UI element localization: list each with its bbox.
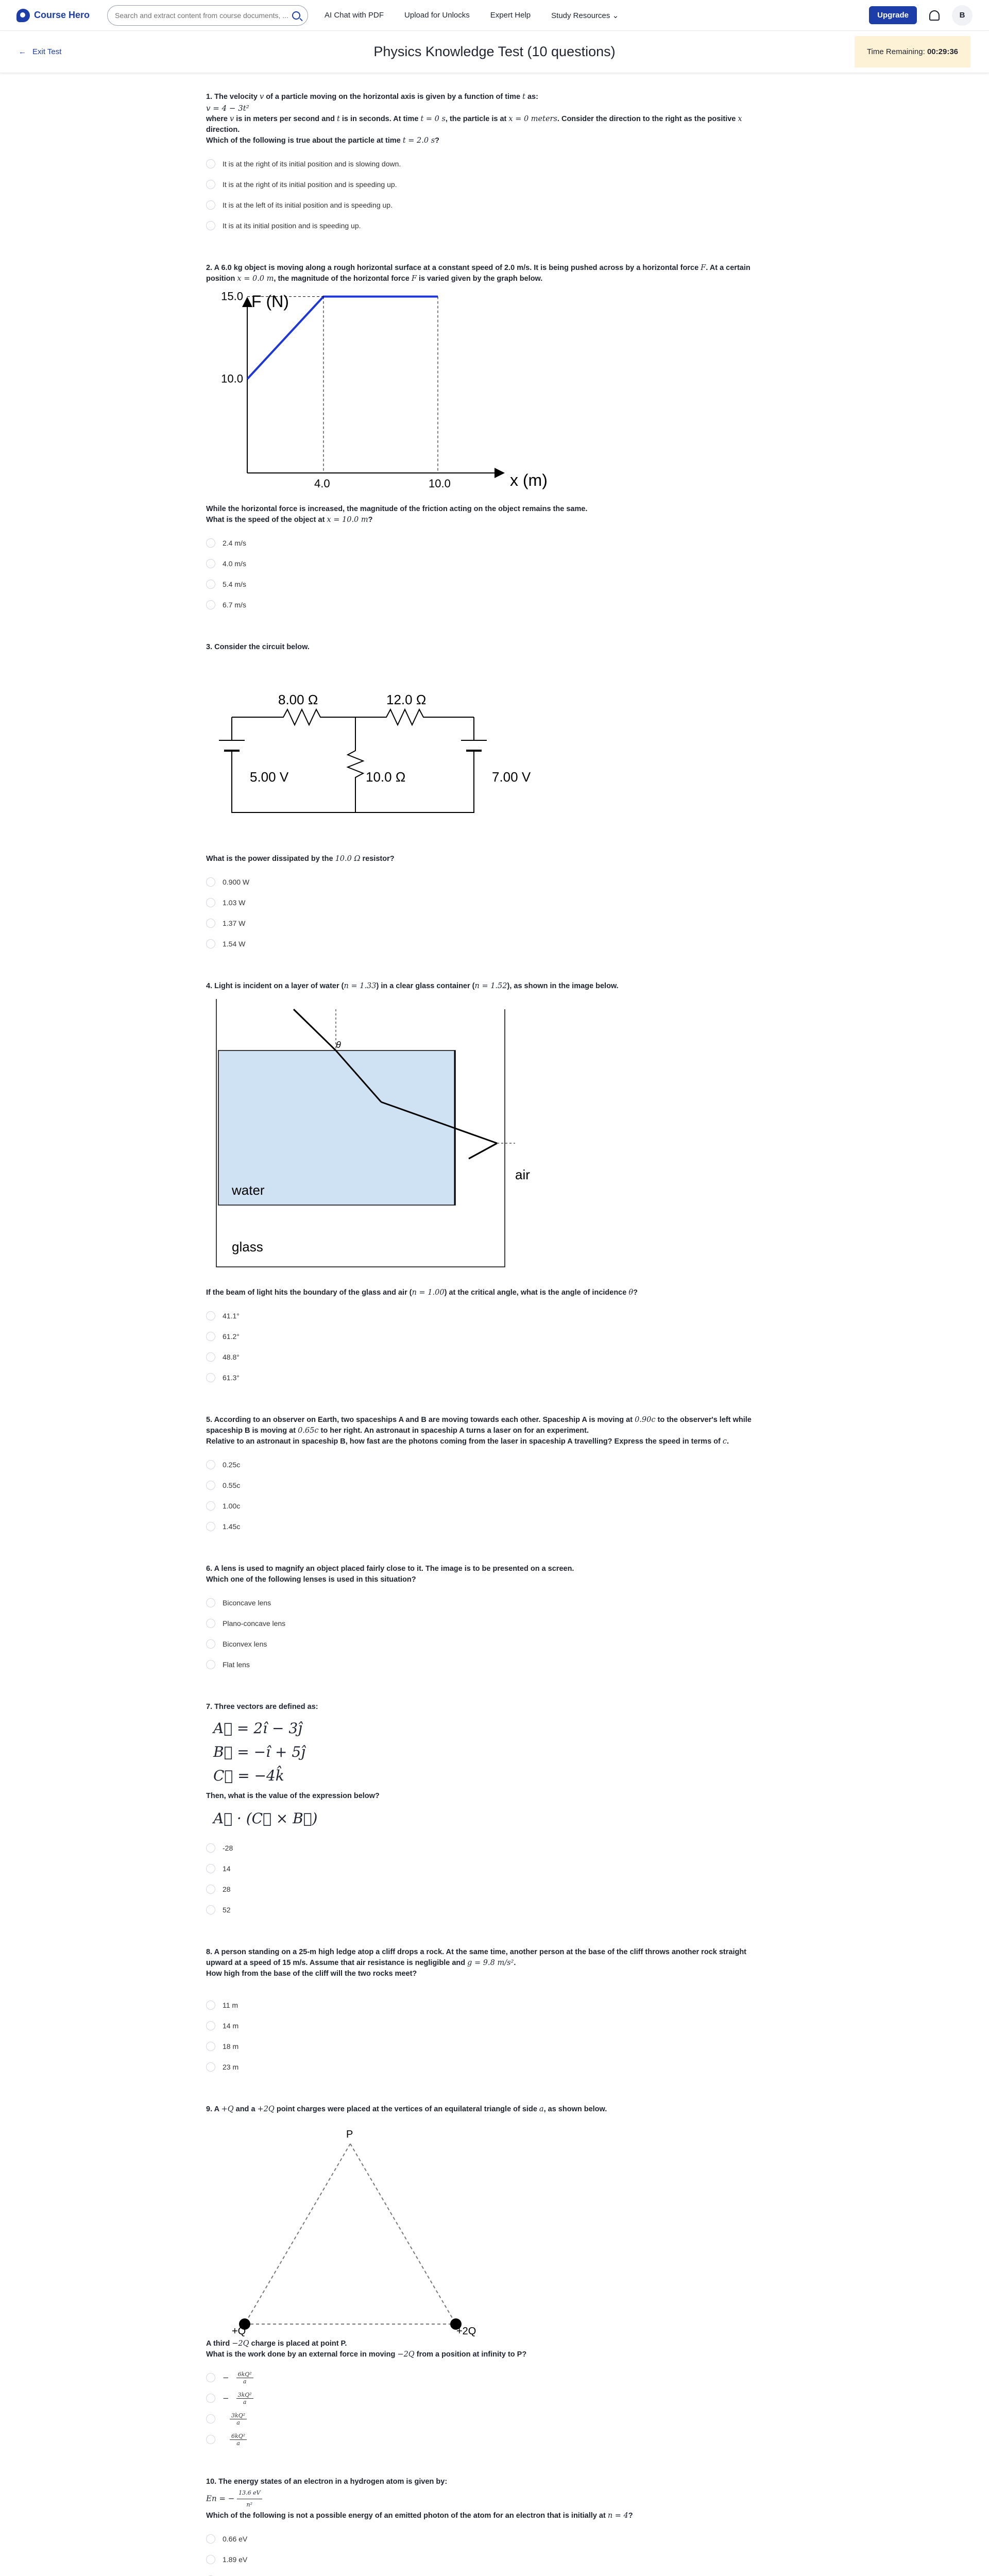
q1-option-b[interactable]: It is at the right of its initial position and is speeding up. [206, 174, 783, 195]
theta-label: θ [336, 1040, 341, 1050]
radio-button[interactable] [206, 2534, 215, 2544]
q10-stem: 10. The energy states of an electron in a hydrogen atom is given by: [206, 2478, 448, 2486]
radio-button[interactable] [206, 919, 215, 928]
search-input[interactable] [115, 11, 292, 20]
timer-label: Time Remaining: [866, 47, 925, 56]
r3-label: 10.0 Ω [366, 769, 406, 785]
q9-question: A third −2Q charge is placed at point P. What is the work done by an external force in moving −2Q from a position at infinity to P? [206, 2340, 527, 2359]
radio-button[interactable] [206, 180, 215, 189]
q5-options [206, 1454, 783, 1537]
air-label: air [515, 1167, 530, 1182]
arrow-left-icon: ← [19, 47, 26, 56]
radio-button[interactable] [206, 2394, 215, 2403]
y-tick-label: 15.0 [221, 290, 243, 303]
logo-text: Course Hero [34, 10, 90, 20]
radio-button[interactable] [206, 1501, 215, 1511]
q1-options [206, 154, 783, 236]
radio-button[interactable] [206, 1639, 215, 1649]
q5-option-a[interactable]: 0.25c [206, 1454, 783, 1475]
q1-option-c[interactable]: It is at the left of its initial position and is speeding up. [206, 195, 783, 215]
incident-ray [294, 1009, 336, 1050]
q2-option-c[interactable]: 5.4 m/s [206, 574, 783, 595]
q3-options [206, 872, 783, 954]
top-nav [0, 0, 989, 31]
force-graph [206, 287, 548, 490]
r2-label: 12.0 Ω [386, 692, 427, 707]
top-wire [232, 709, 474, 725]
q6-option-d[interactable]: Flat lens [206, 1654, 783, 1675]
r1-label: 8.00 Ω [278, 692, 318, 707]
q4-option-d[interactable]: 61.3° [206, 1367, 783, 1388]
question-3 [206, 642, 783, 954]
test-header [0, 31, 989, 73]
q1-equation: v = 4 − 3t² [206, 104, 249, 113]
q3-option-b[interactable]: 1.03 W [206, 892, 783, 913]
radio-button[interactable] [206, 2435, 215, 2444]
q2-option-b[interactable]: 4.0 m/s [206, 553, 783, 574]
q1-option-d[interactable]: It is at its initial position and is speeding up. [206, 215, 783, 236]
q7-options [206, 1838, 783, 1920]
radio-button[interactable] [206, 939, 215, 948]
page-title: Physics Knowledge Test (10 questions) [373, 44, 616, 59]
search-icon[interactable] [292, 11, 300, 20]
q10-option-c[interactable] [206, 2570, 783, 2576]
radio-button[interactable] [206, 1885, 215, 1894]
q7-question: Then, what is the value of the expression below? [206, 1792, 380, 1800]
radio-button[interactable] [206, 1460, 215, 1469]
q5-option-d[interactable]: 1.45c [206, 1516, 783, 1537]
q6-options [206, 1592, 783, 1675]
exit-test-button[interactable] [19, 47, 61, 56]
nav-study-resources[interactable] [551, 11, 619, 20]
q3-option-a[interactable]: 0.900 W [206, 872, 783, 892]
question-5 [206, 1415, 783, 1537]
q5-option-c[interactable]: 1.00c [206, 1496, 783, 1516]
q6-option-a[interactable]: Biconcave lens [206, 1592, 783, 1613]
vector-b-eq: B⃗ = −î + 5ĵ [213, 1743, 305, 1760]
radio-button[interactable] [206, 221, 215, 230]
avatar[interactable]: B [952, 5, 973, 26]
water-label: water [232, 1182, 265, 1198]
question-1 [206, 92, 783, 236]
radio-button[interactable] [206, 2001, 215, 2010]
water-layer [218, 1050, 455, 1205]
q7-option-c[interactable]: 28 [206, 1879, 783, 1900]
q9-option-d[interactable]: $\frac{\text{6kQ²}}{a}$ [206, 2429, 783, 2450]
q1-stem-2: where v is in meters per second and t is in seconds. At time t = 0 s, the particle is at x = 0 meters. Consider the direction to the right as the positive x direction. [206, 115, 742, 134]
q6-option-c[interactable]: Biconvex lens [206, 1634, 783, 1654]
charge-q-label: +Q [232, 2326, 246, 2337]
refraction-diagram [206, 999, 556, 1277]
q6-stem: 6. A lens is used to magnify an object placed fairly close to it. The image is to be presented on a screen. Which one of the following lenses is used in this situation? [206, 1565, 574, 1584]
q8-option-a[interactable]: 11 m [206, 1995, 783, 2015]
y-tick-label: 10.0 [221, 372, 243, 385]
q4-option-c[interactable]: 48.8° [206, 1347, 783, 1367]
q2-options [206, 533, 783, 615]
q10-option-b[interactable]: 1.89 eV [206, 2549, 783, 2570]
q7-option-a[interactable]: -28 [206, 1838, 783, 1858]
q7-stem: 7. Three vectors are defined as: [206, 1703, 318, 1711]
q2-option-a[interactable]: 2.4 m/s [206, 533, 783, 553]
question-7 [206, 1702, 783, 1920]
radio-button[interactable] [206, 2042, 215, 2051]
radio-button[interactable] [206, 1843, 215, 1853]
q4-options [206, 1306, 783, 1388]
q10-option-a[interactable]: 0.66 eV [206, 2529, 783, 2549]
question-9 [206, 2104, 783, 2450]
question-10 [206, 2477, 783, 2576]
radio-button[interactable] [206, 877, 215, 887]
vector-c-eq: C⃗ = −4k̂ [213, 1767, 284, 1784]
q4-option-a[interactable]: 41.1° [206, 1306, 783, 1326]
charge-2q-label: +2Q [456, 2326, 476, 2337]
y-axis-label: F (N) [251, 292, 289, 311]
q9-stem: 9. A +Q and a +2Q point charges were placed at the vertices of an equilateral triangle of side a, as shown below. [206, 2105, 607, 2113]
radio-button[interactable] [206, 2021, 215, 2030]
q2-stem: 2. A 6.0 kg object is moving along a rough horizontal surface at a constant speed of 2.0 m/s. It is being pushed across by a horizontal force F. At a certain position x = 0.0 m, the magnitude of the horizontal force F is varied given by the graph below. [206, 264, 751, 283]
q3-question: What is the power dissipated by the 10.0 Ω resistor? [206, 855, 395, 863]
q1-option-a[interactable]: It is at the right of its initial position and is slowing down. [206, 154, 783, 174]
radio-button[interactable] [206, 1598, 215, 1607]
v2-label: 7.00 V [492, 769, 531, 785]
upgrade-button[interactable]: Upgrade [869, 6, 917, 24]
q8-stem: 8. A person standing on a 25-m high ledge atop a cliff drops a rock. At the same time, another person at the base of the cliff throws another rock straight upward at a speed of 15 m/s. Assume that air resistance is negligible and g = 9.8 m/s². How high from the base of the cliff will the two rocks meet? [206, 1948, 747, 1978]
nav-upload[interactable]: Upload for Unlocks [404, 10, 470, 20]
q5-stem: 5. According to an observer on Earth, two spaceships A and B are moving towards each other. Spaceship A is moving at 0.90c to the observer's left while spaceship B is moving at 0.65c to her right. An astronaut in spaceship A turns a laser on for an experiment. Relative to an astronaut in spaceship B, how fast are the photons coming from the laser in spaceship A travelling? Express the speed in terms of c. [206, 1416, 752, 1446]
q8-option-d[interactable]: 23 m [206, 2057, 783, 2077]
radio-button[interactable] [206, 559, 215, 568]
q4-question: If the beam of light hits the boundary of the glass and air (n = 1.00) at the critical angle, what is the angle of incidence θ? [206, 1289, 638, 1297]
radio-button[interactable] [206, 1352, 215, 1362]
q9-option-c[interactable]: $\frac{\text{3kQ²}}{a}$ [206, 2409, 783, 2429]
q9-option-b[interactable]: − $\frac{\text{3kQ²}}{a}$ [206, 2388, 783, 2409]
question-8 [206, 1947, 783, 2077]
nav-expert-help[interactable]: Expert Help [490, 10, 531, 20]
v1-label: 5.00 V [250, 769, 289, 785]
question-4 [206, 981, 783, 1388]
radio-button[interactable] [206, 1619, 215, 1628]
radio-button[interactable] [206, 580, 215, 589]
radio-button[interactable] [206, 600, 215, 609]
timer-value: 00:29:36 [927, 47, 958, 56]
radio-button[interactable] [206, 1373, 215, 1382]
radio-button[interactable] [206, 1332, 215, 1341]
q9-option-a[interactable]: − $\frac{\text{6kQ²}}{a}$ [206, 2367, 783, 2388]
q5-option-b[interactable]: 0.55c [206, 1475, 783, 1496]
timer [855, 36, 970, 67]
q4-stem: 4. Light is incident on a layer of water (n = 1.33) in a clear glass container (n = 1.52), as shown in the image below. [206, 982, 619, 990]
radio-button[interactable] [206, 1864, 215, 1873]
chevron-down-icon: ⌄ [612, 11, 619, 20]
radio-button[interactable] [206, 2373, 215, 2382]
q10-question: Which of the following is not a possible energy of an emitted photon of the atom for an electron that is initially at n = 4? [206, 2512, 633, 2520]
question-2 [206, 263, 783, 615]
q2-option-d[interactable]: 6.7 m/s [206, 595, 783, 615]
q8-option-c[interactable]: 18 m [206, 2036, 783, 2057]
q7-option-b[interactable]: 14 [206, 1858, 783, 1879]
q9-options [206, 2367, 783, 2450]
q1-question: Which of the following is true about the particle at time t = 2.0 s? [206, 137, 440, 145]
point-p-label: P [346, 2129, 353, 2140]
q8-option-b[interactable]: 14 m [206, 2015, 783, 2036]
study-resources-label: Study Resources [551, 11, 610, 20]
exit-test-label: Exit Test [32, 47, 62, 56]
nav-ai-chat[interactable]: AI Chat with PDF [325, 10, 384, 20]
q3-option-c[interactable]: 1.37 W [206, 913, 783, 934]
radio-button[interactable] [206, 1660, 215, 1669]
logo-icon [16, 9, 30, 22]
bell-icon[interactable] [929, 10, 940, 21]
q1-stem: 1. The velocity v of a particle moving on the horizontal axis is given by a function of time t as: [206, 93, 538, 101]
q10-equation: En = − $\frac{13.6 eV}{\text{n²}}$ [206, 2487, 783, 2511]
radio-button[interactable] [206, 1905, 215, 1914]
q3-option-d[interactable]: 1.54 W [206, 934, 783, 954]
course-hero-logo[interactable] [16, 9, 104, 22]
radio-button[interactable] [206, 898, 215, 907]
radio-button[interactable] [206, 1311, 215, 1320]
q7-expression: A⃗ · (C⃗ × B⃗) [213, 1810, 318, 1827]
q2-question: While the horizontal force is increased, the magnitude of the friction acting on the object remains the same. What is the speed of the object at x = 10.0 m? [206, 505, 588, 524]
q6-option-b[interactable]: Plano-concave lens [206, 1613, 783, 1634]
radio-button[interactable] [206, 1481, 215, 1490]
x-tick-label: 4.0 [314, 477, 330, 490]
radio-button[interactable] [206, 159, 215, 168]
q7-option-d[interactable]: 52 [206, 1900, 783, 1920]
x-axis-label: x (m) [510, 471, 548, 489]
question-6 [206, 1564, 783, 1675]
radio-button[interactable] [206, 1522, 215, 1531]
radio-button[interactable] [206, 2555, 215, 2564]
triangle-diagram [206, 2123, 515, 2337]
radio-button[interactable] [206, 538, 215, 548]
q3-stem: 3. Consider the circuit below. [206, 643, 310, 651]
circuit-diagram [206, 668, 531, 838]
radio-button[interactable] [206, 2062, 215, 2072]
q8-options [206, 1995, 783, 2077]
middle-resistor [348, 717, 363, 812]
x-tick-label: 10.0 [429, 477, 451, 490]
vector-a-eq: A⃗ = 2î − 3ĵ [213, 1720, 302, 1737]
question-list [206, 73, 783, 2576]
q10-options [206, 2529, 783, 2576]
search-box[interactable] [107, 5, 308, 26]
radio-button[interactable] [206, 2414, 215, 2424]
q4-option-b[interactable]: 61.2° [206, 1326, 783, 1347]
radio-button[interactable] [206, 200, 215, 210]
glass-label: glass [232, 1239, 263, 1255]
